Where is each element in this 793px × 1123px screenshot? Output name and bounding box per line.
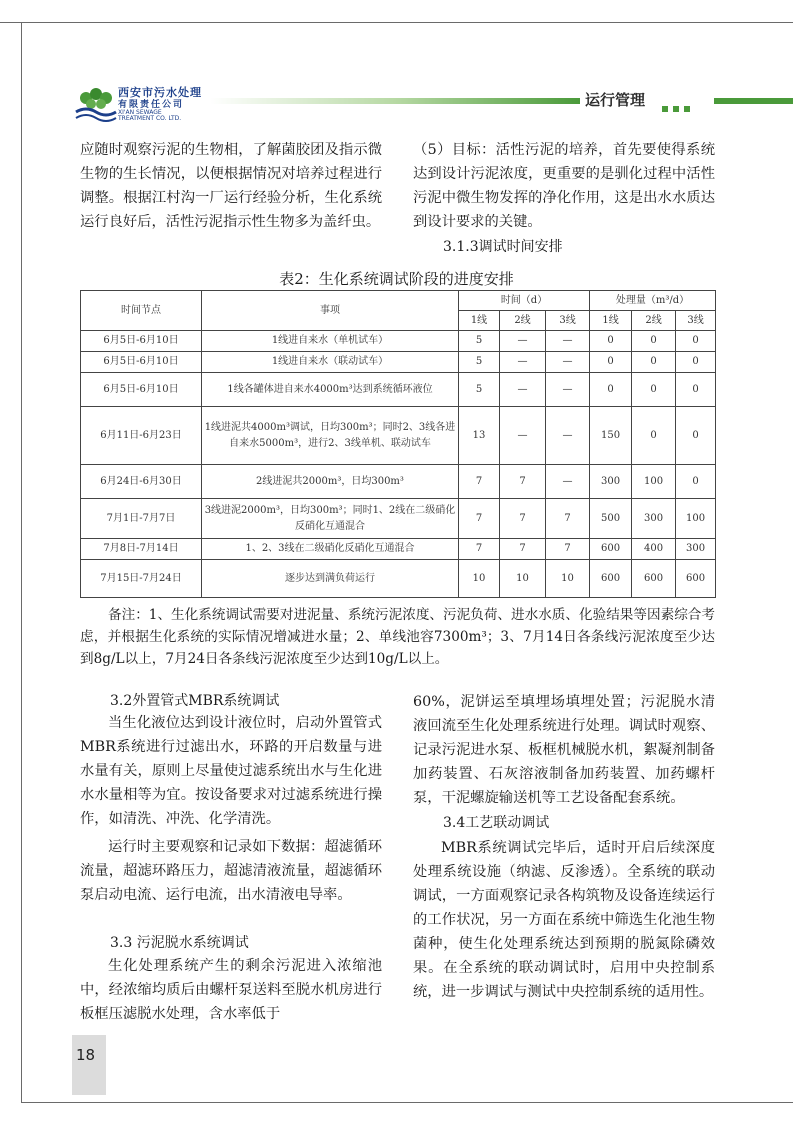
cell-value: 0: [676, 407, 716, 465]
table-note-text: 备注：1、生化系统调试需要对进泥量、系统污泥浓度、污泥负荷、进水水质、化验结果等因素综合考虑，并根据生化系统的实际情况增减进水量；2、单线池容7300m³；3、7月14日各条线污泥浓度至少达到8g/L以上，7月24日各条线污泥浓度至少达到10g/L以上。: [80, 607, 715, 667]
cell-value: 0: [632, 331, 676, 352]
table-note: [80, 604, 715, 670]
table-row: [81, 407, 716, 465]
table-row: [81, 499, 716, 539]
left-paragraph-1: 当生化液位达到设计液位时，启动外置管式MBR系统进行过滤出水，环路的开启数量与进水量有关，原则上尽量使过滤系统出水与生化进水水量相等为宜。按设备要求对过滤系统进行操作，如清洗、冲洗、化学清洗。: [80, 715, 382, 827]
header-tail-bar: [714, 98, 793, 104]
page-border-bottom: [21, 1102, 793, 1103]
cell-value: 13: [459, 407, 500, 465]
cell-value: 7: [546, 499, 590, 539]
cell-value: 7: [459, 465, 500, 499]
heading-3-1-3: 3.1.3调试时间安排: [443, 239, 563, 255]
cell-time: 7月8日-7月14日: [81, 539, 202, 560]
page-number: 18: [76, 1046, 96, 1064]
cell-value: 600: [590, 539, 632, 560]
cell-item: 3线进泥2000m³，日均300m³；同时1、2线在二级硝化反硝化互通混合: [202, 499, 459, 539]
heading-3-2: 3.2外置管式MBR系统调试: [110, 693, 280, 709]
cell-time: 6月5日-6月10日: [81, 352, 202, 373]
logo-sub-cn: 有限责任公司: [118, 100, 185, 110]
square-icon: [684, 106, 690, 112]
page-border-top: [0, 22, 793, 23]
heading-3-3: 3.3 污泥脱水系统调试: [110, 935, 249, 951]
cell-value: 7: [459, 539, 500, 560]
cell-value: —: [500, 373, 546, 407]
cell-value: 10: [459, 560, 500, 598]
page-border-left: [21, 22, 22, 1102]
cell-value: 7: [546, 539, 590, 560]
cell-time: 7月15日-7月24日: [81, 560, 202, 598]
logo-name-en-line1: XI'AN SEWAGE: [118, 109, 162, 116]
cell-value: 500: [590, 499, 632, 539]
table-row: [81, 373, 716, 407]
square-icon: [673, 106, 679, 112]
table-row: [81, 560, 716, 598]
cell-value: —: [500, 352, 546, 373]
header-gradient-bar: [210, 98, 580, 104]
right-paragraph-2: MBR系统调试完毕后，适时开启后续深度处理系统设施（纳滤、反渗透）。全系统的联动调试，一方面观察记录各构筑物及设备连续运行的工作状况，另一方面在系统中筛选生化池生物菌种，使生化处理系统达到预期的脱氮除磷效果。在全系统的联动调试时，启用中央控制系统，进一步调试与测试中央控制系统的适用性。: [413, 840, 715, 1000]
progress-table: [80, 290, 716, 598]
cell-item: 1线进自来水（单机试车）: [202, 331, 459, 352]
cell-value: 600: [590, 560, 632, 598]
table-row: [81, 465, 716, 499]
page-number-tab: [72, 1035, 106, 1095]
header-line: 2线: [632, 311, 676, 331]
cell-time: 6月5日-6月10日: [81, 331, 202, 352]
cell-value: 0: [676, 373, 716, 407]
right-paragraph-1: 60%，泥饼运至填埋场填埋处置；污泥脱水清液回流至生化处理系统进行处理。调试时观察、记录污泥进水泵、板框机械脱水机，絮凝剂制备加药装置、石灰溶液制备加药装置、加药螺杆泵，干泥螺旋输送机等工艺设备配套系统。: [413, 694, 715, 806]
cell-value: —: [500, 331, 546, 352]
cell-value: 7: [500, 465, 546, 499]
cell-value: 10: [546, 560, 590, 598]
header-squares: [662, 97, 695, 116]
header-line: 1线: [459, 311, 500, 331]
cell-value: 0: [676, 331, 716, 352]
cell-value: 300: [676, 539, 716, 560]
cell-item: 1、2、3线在二级硝化反硝化互通混合: [202, 539, 459, 560]
table-row: [81, 539, 716, 560]
cell-value: 5: [459, 331, 500, 352]
cell-value: 0: [590, 352, 632, 373]
cell-item: 逐步达到满负荷运行: [202, 560, 459, 598]
cell-value: 5: [459, 373, 500, 407]
cell-value: 0: [590, 373, 632, 407]
logo-name-en: [118, 110, 181, 122]
cell-value: —: [500, 407, 546, 465]
cell-value: 7: [459, 499, 500, 539]
table-header-row: [81, 291, 716, 311]
cell-value: —: [546, 407, 590, 465]
table-title: 表2：生化系统调试阶段的进度安排: [279, 270, 514, 288]
cell-value: 5: [459, 352, 500, 373]
cell-value: 0: [632, 373, 676, 407]
header-item: 事项: [202, 291, 459, 331]
cell-time: 6月11日-6月23日: [81, 407, 202, 465]
cell-item: 1线进泥共4000m³调试，日均300m³；同时2、3线各进自来水5000m³，进行2、3线单机、联动试车: [202, 407, 459, 465]
cell-time: 7月1日-7月7日: [81, 499, 202, 539]
cell-value: —: [546, 331, 590, 352]
table-row: [81, 352, 716, 373]
cell-value: 0: [676, 465, 716, 499]
cell-time: 6月5日-6月10日: [81, 373, 202, 407]
cell-value: 100: [632, 465, 676, 499]
heading-3-4: 3.4工艺联动调试: [443, 815, 550, 831]
cell-time: 6月24日-6月30日: [81, 465, 202, 499]
cell-value: 0: [632, 407, 676, 465]
header-line: 1线: [590, 311, 632, 331]
cell-value: 7: [500, 499, 546, 539]
cell-value: 300: [590, 465, 632, 499]
cell-item: 2线进泥共2000m³，日均300m³: [202, 465, 459, 499]
cell-value: —: [546, 352, 590, 373]
cell-value: 0: [632, 352, 676, 373]
cell-value: 300: [632, 499, 676, 539]
header-flow: 处理量（m³/d）: [590, 291, 716, 311]
cell-value: —: [546, 373, 590, 407]
header-line: 3线: [546, 311, 590, 331]
header-time: 时间节点: [81, 291, 202, 331]
cell-value: 600: [632, 560, 676, 598]
table-row: [81, 331, 716, 352]
cell-value: 400: [632, 539, 676, 560]
section-title: 运行管理: [585, 91, 646, 109]
right-top-paragraph: （5）目标：活性污泥的培养，首先要使得系统达到设计污泥浓度，更重要的是驯化过程中活性污泥中微生物发挥的净化作用，这是出水水质达到设计要求的关键。: [413, 142, 715, 230]
logo-name-cn: 西安市污水处理: [118, 86, 202, 99]
header-days: 时间（d）: [459, 291, 590, 311]
cell-value: 150: [590, 407, 632, 465]
cell-item: 1线进自来水（联动试车）: [202, 352, 459, 373]
cell-value: 0: [590, 331, 632, 352]
left-top-paragraph: 应随时观察污泥的生物相，了解菌胶团及指示微生物的生长情况，以便根据情况对培养过程进行调整。根据江村沟一厂运行经验分析，生化系统运行良好后，活性污泥指示性生物多为盖纤虫。: [80, 142, 382, 230]
cell-value: —: [546, 465, 590, 499]
cell-value: 100: [676, 499, 716, 539]
left-paragraph-2: 运行时主要观察和记录如下数据：超滤循环流量，超滤环路压力，超滤清液流量，超滤循环泵启动电流、运行电流，出水清液电导率。: [80, 839, 382, 903]
left-paragraph-3: 生化处理系统产生的剩余污泥进入浓缩池中，经浓缩均质后由螺杆泵送料至脱水机房进行板框压滤脱水处理，含水率低于: [80, 958, 382, 1022]
cell-item: 1线各罐体进自来水4000m³达到系统循环液位: [202, 373, 459, 407]
cell-value: 600: [676, 560, 716, 598]
header-line: 2线: [500, 311, 546, 331]
header-line: 3线: [676, 311, 716, 331]
square-icon: [662, 106, 668, 112]
cell-value: 0: [676, 352, 716, 373]
logo-name-en-line2: TREATMENT CO. LTD.: [118, 115, 182, 122]
cell-value: 7: [500, 539, 546, 560]
cell-value: 10: [500, 560, 546, 598]
